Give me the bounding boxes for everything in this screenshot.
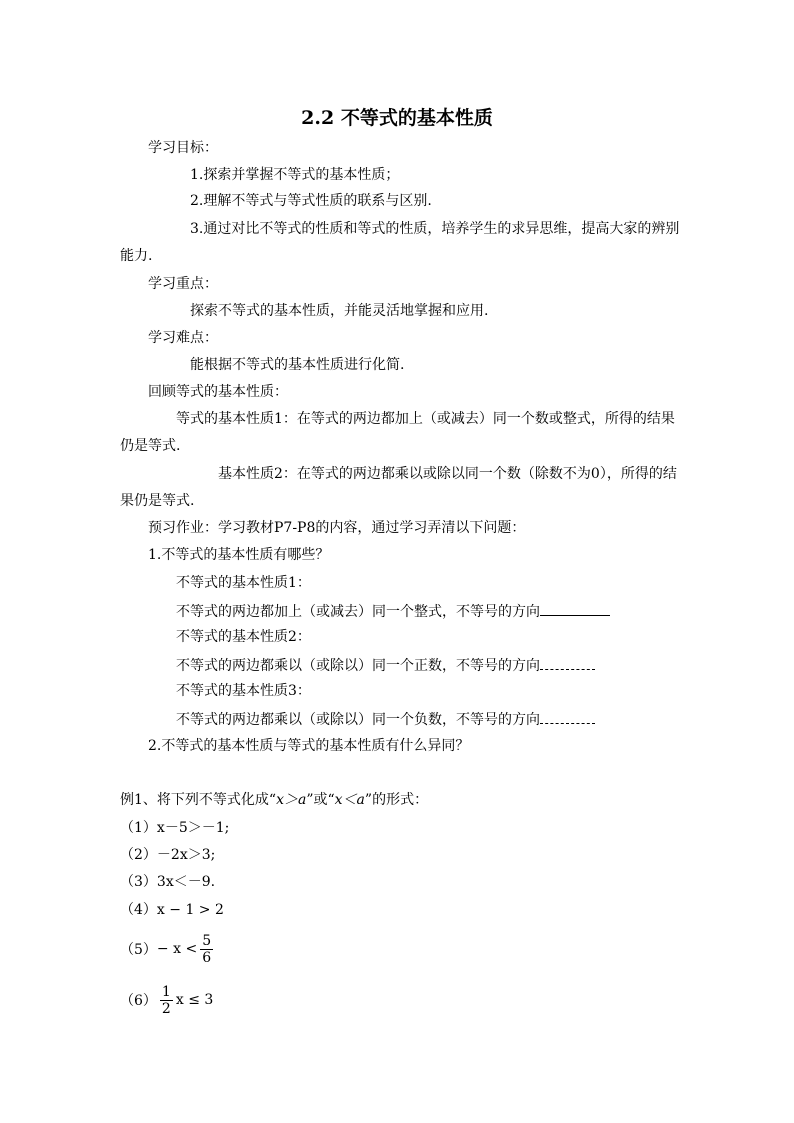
item-expr: 3x＜－9. — [156, 874, 216, 890]
example-intro — [120, 791, 428, 809]
objective-1: 1.探索并掌握不等式的基本性质； — [190, 167, 400, 183]
prop3-text-row — [176, 709, 595, 729]
example-item-1 — [120, 819, 229, 837]
example-intro-c: ”或“ — [306, 792, 335, 808]
objective-3-cont: 能力. — [120, 248, 153, 264]
answer-blank-2[interactable] — [540, 655, 595, 670]
example-item-5 — [120, 929, 216, 969]
example-intro-b: x＞a — [276, 792, 307, 808]
item-number: （6） — [120, 993, 157, 1009]
fraction-denominator: 2 — [161, 1000, 171, 1017]
prop3-text: 不等式的两边都乘以（或除以）同一个负数，不等号的方向 — [176, 712, 540, 728]
eq-prop2-line1: 基本性质2：在等式的两边都乘以或除以同一个数（除数不为0），所得的结 — [218, 466, 677, 482]
example-intro-a: 例1、将下列不等式化成“ — [120, 792, 277, 808]
objective-3: 3.通过对比不等式的性质和等式的性质，培养学生的求异思维，提高大家的辨别 — [190, 221, 680, 237]
example-intro-e: ”的形式： — [364, 792, 429, 808]
example-item-4 — [120, 901, 224, 919]
prop1-text: 不等式的两边都加上（或减去）同一个整式，不等号的方向 — [176, 604, 540, 620]
eq-prop1-line1: 等式的基本性质1：在等式的两边都加上（或减去）同一个数或整式，所得的结果 — [176, 411, 675, 427]
objectives-heading: 学习目标： — [148, 140, 218, 156]
eq-prop2-line2: 果仍是等式. — [120, 493, 195, 509]
question-1: 1.不等式的基本性质有哪些？ — [148, 547, 330, 563]
item-number: （4） — [120, 902, 157, 918]
fraction-numerator: 1 — [161, 983, 171, 1000]
preview-text: 预习作业：学习教材P7-P8的内容，通过学习弄清以下问题： — [148, 520, 526, 536]
difficulty-text: 能根据不等式的基本性质进行化简. — [190, 357, 405, 373]
example-item-3 — [120, 873, 215, 891]
key-heading: 学习重点： — [148, 276, 218, 292]
answer-blank-1[interactable] — [540, 601, 610, 616]
key-text: 探索不等式的基本性质，并能灵活地掌握和应用. — [190, 303, 489, 319]
answer-blank-3[interactable] — [540, 709, 595, 724]
prop2-text-row — [176, 655, 595, 675]
item-post: x ≤ 3 — [175, 992, 214, 1008]
objective-2: 2.理解不等式与等式性质的联系与区别. — [190, 193, 432, 209]
fraction-denominator: 6 — [202, 949, 212, 966]
fraction — [160, 984, 173, 1017]
fraction — [200, 933, 213, 966]
item-number: （5） — [120, 942, 157, 958]
example-item-6 — [120, 980, 213, 1020]
difficulty-heading: 学习难点： — [148, 330, 218, 346]
prop2-text: 不等式的两边都乘以（或除以）同一个正数，不等号的方向 — [176, 658, 540, 674]
item-pre: − x < — [156, 941, 198, 957]
example-item-2 — [120, 846, 215, 864]
item-number: （3） — [120, 874, 157, 890]
prop1-text-row — [176, 601, 610, 621]
page-title: 2.2 不等式的基本性质 — [301, 107, 493, 129]
question-2: 2.不等式的基本性质与等式的基本性质有什么异同？ — [148, 738, 470, 754]
item-expr: －2x＞3; — [156, 847, 216, 863]
eq-prop1-line2: 仍是等式. — [120, 438, 181, 454]
item-expr: x－5＞－1; — [156, 820, 230, 836]
item-expr: x − 1 > 2 — [156, 902, 224, 918]
example-intro-d: x＜a — [334, 792, 365, 808]
prop3-label: 不等式的基本性质3： — [176, 683, 311, 699]
review-heading: 回顾等式的基本性质： — [148, 384, 288, 400]
prop1-label: 不等式的基本性质1： — [176, 575, 311, 591]
fraction-numerator: 5 — [202, 932, 212, 949]
item-number: （2） — [120, 847, 157, 863]
item-number: （1） — [120, 820, 157, 836]
prop2-label: 不等式的基本性质2： — [176, 629, 311, 645]
